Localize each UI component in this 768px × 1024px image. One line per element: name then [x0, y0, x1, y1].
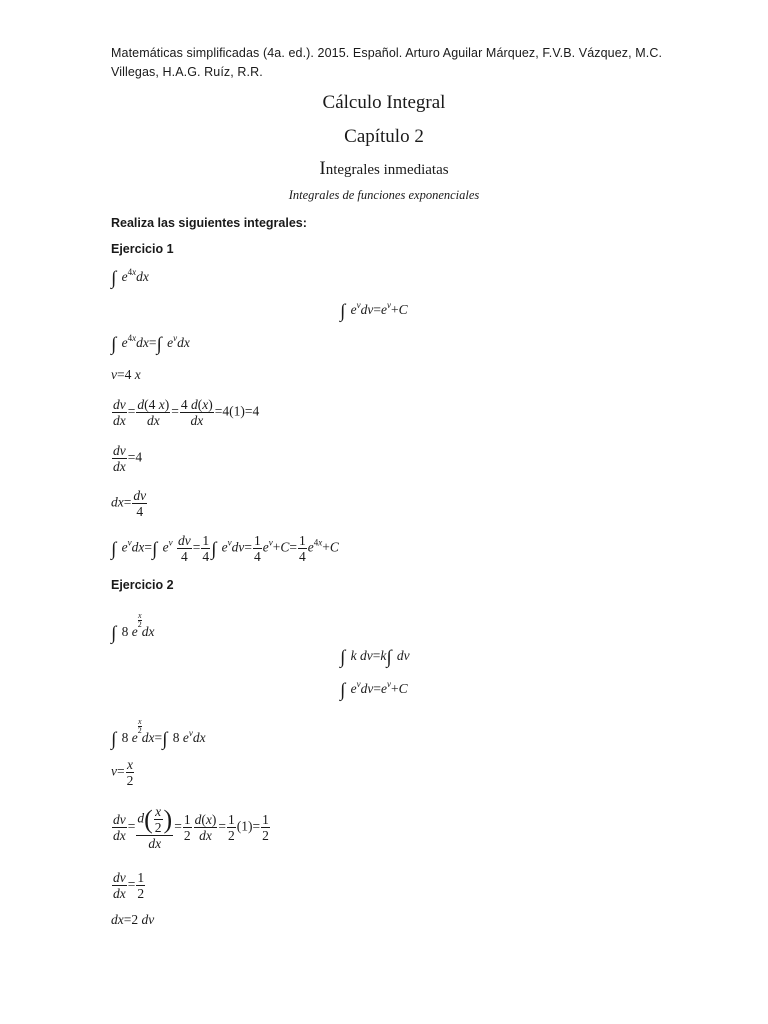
instructions: Realiza las siguientes integrales: [111, 216, 307, 230]
ex2-v-substitution: v= $\frac{x}{2}$ [111, 757, 134, 788]
subtopic-title: Integrales de funciones exponenciales [288, 188, 480, 202]
citation: Matemáticas simplificadas (4a. ed.). 2015. Español. Arturo Aguilar Márquez, F.V.B. Vázquez, M.C. Villegas, H.A.G. Ruíz, R.R. [111, 46, 663, 79]
ex1-formula-ref: ∫ $e^vdv=e^v+C$ [340, 300, 408, 322]
ex2-derivative: $\frac{dv}{dx}$ = d( $\frac{x}{2}$ ) dx = $\frac{1}{2}$ $\frac{d(x)}{dx}$ = $\frac{1}{2}$ (1)= $\frac{1}{2}$ [113, 804, 269, 851]
exercise-2-label: Ejercicio 2 [111, 578, 174, 592]
chapter-title: Capítulo 2 [344, 126, 424, 147]
topic-initial: I [319, 158, 326, 179]
exercise-1-label: Ejercicio 1 [111, 242, 174, 256]
ex2-derivative-result: $\frac{dv}{dx}$ = $\frac{1}{2}$ [113, 870, 145, 901]
course-title: Cálculo Integral [322, 92, 446, 113]
ex2-formula-ref-2: ∫ $e^vdv=e^v+C$ [340, 679, 408, 701]
ex2-formula-ref-1: ∫ k dv=k∫ dv [340, 647, 410, 668]
ex2-rewrite: ∫ 8 e $^{\frac{x}{2}}$ dx=∫ 8 $e^vdx$ [111, 717, 206, 750]
ex2-problem: ∫ 8 e $^{\frac{x}{2}}$ dx [111, 611, 155, 644]
ex1-problem: ∫ $e^{4x}dx$ [111, 267, 149, 289]
ex1-v-substitution: v=4 x [111, 367, 141, 382]
ex1-dx-expression: dx= $\frac{dv}{4}$ [111, 488, 147, 519]
ex1-result: ∫ $e^vdx=\int$ $e^v$ $\frac{dv}{4}$ = $\frac{1}{4}$ ∫ $e^vdv=$ $\frac{1}{4}$ $e^v+C=$ $\frac{1}{4}$ $e^{4x}+C$ [111, 533, 339, 564]
ex2-dx-expression: dx=2 dv [111, 912, 155, 927]
topic-rest: ntegrales inmediatas [325, 162, 449, 178]
ex1-derivative-result: $\frac{dv}{dx}$ =4 [113, 443, 143, 474]
ex1-derivative: $\frac{dv}{dx}$ = $\frac{d(4 x)}{dx}$ = $\frac{4 d(x)}{dx}$ =4(1)=4 [113, 397, 260, 428]
topic-title [0, 158, 768, 180]
ex1-rewrite: ∫ $e^{4x}dx=\int$ $e^vdx$ [111, 333, 190, 355]
